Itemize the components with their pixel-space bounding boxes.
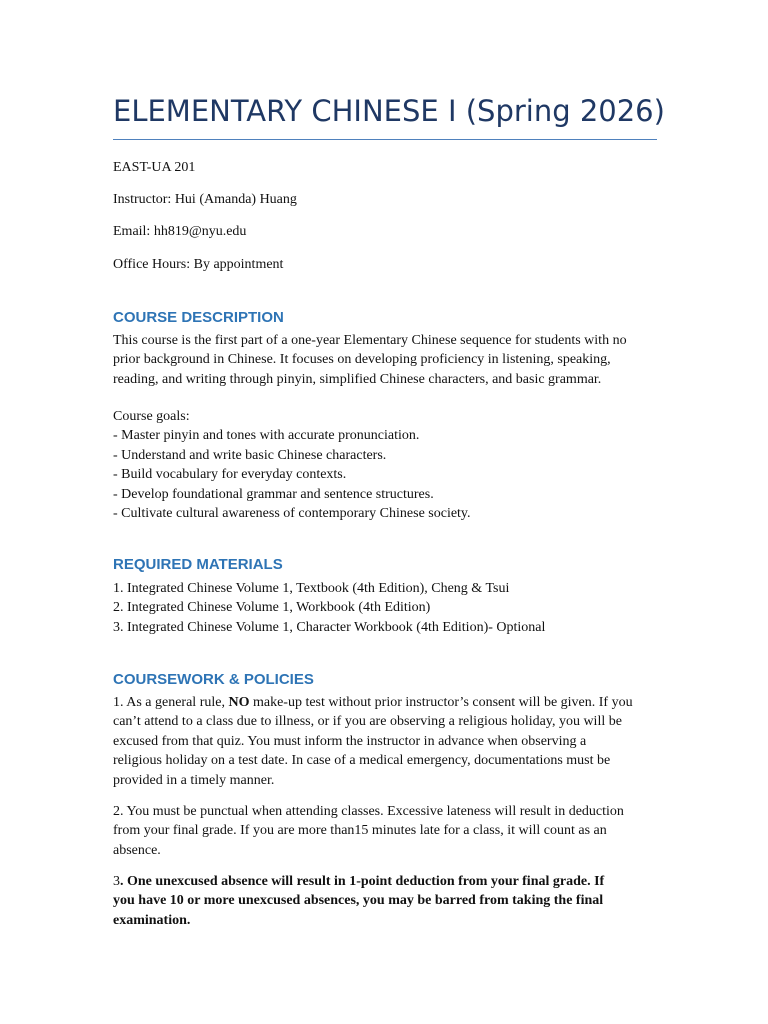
material-item: 2. Integrated Chinese Volume 1, Workbook (4th Edition) bbox=[113, 600, 431, 616]
goal-item: - Cultivate cultural awareness of contemporary Chinese society. bbox=[113, 506, 471, 522]
policy-paragraph-3 bbox=[113, 872, 657, 930]
coursework-heading: COURSEWORK & POLICIES bbox=[113, 671, 314, 688]
policy-line: religious holiday on a test date. In case of a medical emergency, documentations must be bbox=[113, 753, 611, 769]
goals-label: Course goals: bbox=[113, 409, 190, 424]
title-underline bbox=[113, 139, 657, 140]
material-item: 3. Integrated Chinese Volume 1, Character Workbook (4th Edition)- Optional bbox=[113, 619, 546, 635]
goal-item: - Understand and write basic Chinese characters. bbox=[113, 447, 387, 463]
course-code: EAST-UA 201 bbox=[113, 160, 196, 175]
policy-line: absence. bbox=[113, 842, 161, 858]
description-line: prior background in Chinese. It focuses on developing proficiency in listening, speaking, bbox=[113, 352, 611, 368]
policy-line: from your final grade. If you are more than15 minutes late for a class, it will count as an bbox=[113, 823, 607, 839]
policy-line: provided in a timely manner. bbox=[113, 772, 275, 788]
policy-emphasis: . One unexcused absence will result in 1-point deduction from your final grade. If bbox=[120, 874, 605, 889]
policy-line bbox=[113, 891, 657, 910]
course-description-text bbox=[113, 331, 657, 389]
policy-text: 1. As a general rule, bbox=[113, 695, 229, 710]
document-title: ELEMENTARY CHINESE I (Spring 2026) bbox=[113, 94, 665, 128]
required-materials-list bbox=[113, 579, 657, 637]
goal-item: - Build vocabulary for everyday contexts. bbox=[113, 467, 347, 483]
policy-emphasis: examination. bbox=[113, 912, 191, 928]
course-goals bbox=[113, 407, 657, 523]
goal-item: - Master pinyin and tones with accurate pronunciation. bbox=[113, 428, 420, 444]
policy-text: 3 bbox=[113, 874, 120, 889]
material-item: 1. Integrated Chinese Volume 1, Textbook (4th Edition), Cheng & Tsui bbox=[113, 581, 510, 596]
description-line: This course is the first part of a one-year Elementary Chinese sequence for students with no bbox=[113, 333, 627, 348]
policy-line bbox=[113, 911, 657, 930]
policy-paragraph-1 bbox=[113, 693, 657, 790]
description-line: reading, and writing through pinyin, simplified Chinese characters, and basic grammar. bbox=[113, 371, 602, 387]
policy-emphasis: NO bbox=[228, 695, 250, 710]
instructor-line: Instructor: Hui (Amanda) Huang bbox=[113, 192, 297, 207]
office-hours-line: Office Hours: By appointment bbox=[113, 257, 284, 272]
policy-text: make-up test without prior instructor’s consent will be given. If you bbox=[249, 695, 633, 710]
required-materials-heading: REQUIRED MATERIALS bbox=[113, 556, 283, 573]
policy-line: can’t attend to a class due to illness, or if you are observing a religious holiday, you will be bbox=[113, 714, 622, 730]
policy-paragraph-2 bbox=[113, 802, 657, 860]
course-description-heading: COURSE DESCRIPTION bbox=[113, 309, 284, 326]
policy-line: excused from that quiz. You must inform the instructor in advance when observing a bbox=[113, 733, 587, 749]
email-line: Email: hh819@nyu.edu bbox=[113, 224, 247, 239]
policy-line bbox=[113, 872, 657, 891]
policy-emphasis: you have 10 or more unexcused absences, you may be barred from taking the final bbox=[113, 893, 604, 909]
goal-item: - Develop foundational grammar and sentence structures. bbox=[113, 486, 434, 502]
policy-line bbox=[113, 693, 657, 712]
policy-line: 2. You must be punctual when attending classes. Excessive lateness will result in deduction bbox=[113, 804, 624, 819]
